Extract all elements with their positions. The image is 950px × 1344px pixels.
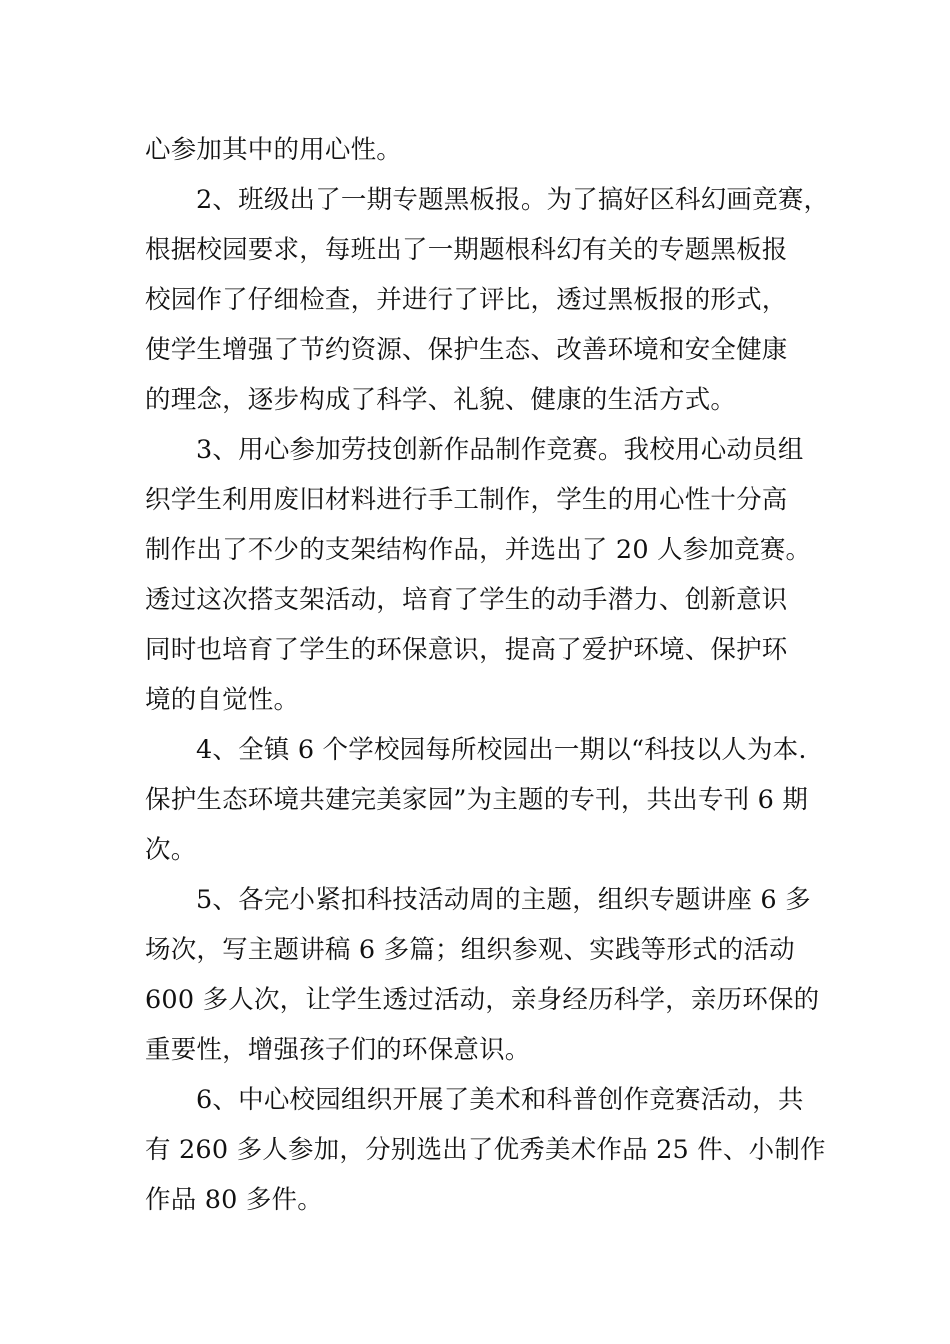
text-line: 根据校园要求，每班出了一期题根科幻有关的专题黑板报 xyxy=(145,235,788,265)
paragraph-start-5: 5、各完小紧扣科技活动周的主题，组织专题讲座 6 多 xyxy=(196,885,811,915)
text-line: 校园作了仔细检查，并进行了评比，透过黑板报的形式， xyxy=(145,285,788,315)
text-line: 600 多人次，让学生透过活动，亲身经历科学，亲历环保的 xyxy=(145,985,820,1015)
text-line: 场次，写主题讲稿 6 多篇；组织参观、实践等形式的活动 xyxy=(145,935,795,965)
paragraph-start-4: 4、全镇 6 个学校园每所校园出一期以“科技以人为本. xyxy=(196,735,807,765)
paragraph-start-3: 3、用心参加劳技创新作品制作竞赛。我校用心动员组 xyxy=(196,435,804,465)
text-line: 次。 xyxy=(145,835,197,865)
text-line: 制作出了不少的支架结构作品，并选出了 20 人参加竞赛。 xyxy=(145,535,812,565)
text-line: 同时也培育了学生的环保意识，提高了爱护环境、保护环 xyxy=(145,635,788,665)
text-line: 使学生增强了节约资源、保护生态、改善环境和安全健康 xyxy=(145,335,788,365)
text-line: 织学生利用废旧材料进行手工制作，学生的用心性十分高 xyxy=(145,485,788,515)
text-line: 重要性，增强孩子们的环保意识。 xyxy=(145,1035,531,1065)
text-line: 保护生态环境共建完美家园”为主题的专刊，共出专刊 6 期 xyxy=(145,785,809,815)
text-line: 心参加其中的用心性。 xyxy=(145,135,403,165)
text-line: 的理念，逐步构成了科学、礼貌、健康的生活方式。 xyxy=(145,385,737,415)
text-line: 透过这次搭支架活动，培育了学生的动手潜力、创新意识 xyxy=(145,585,788,615)
paragraph-start-6: 6、中心校园组织开展了美术和科普创作竞赛活动，共 xyxy=(196,1085,804,1115)
text-line: 有 260 多人参加，分别选出了优秀美术作品 25 件、小制作 xyxy=(145,1135,826,1165)
paragraph-start-2: 2、班级出了一期专题黑板报。为了搞好区科幻画竞赛， xyxy=(196,185,830,215)
text-line: 境的自觉性。 xyxy=(145,685,300,715)
text-line: 作品 80 多件。 xyxy=(145,1185,323,1215)
